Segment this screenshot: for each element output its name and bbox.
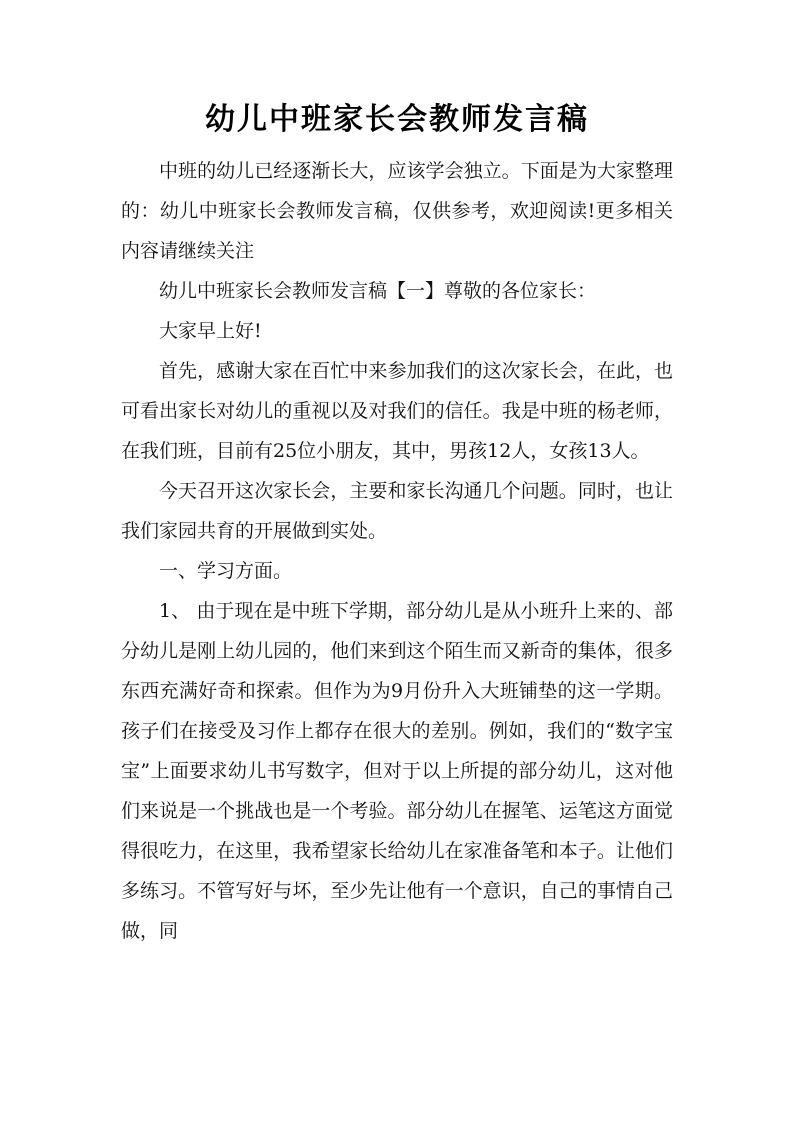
document-body [121,151,673,951]
purpose-paragraph: 今天召开这次家长会，主要和家长沟通几个问题。同时，也让我们家园共育的开展做到实处。 [121,480,673,542]
speech-heading-paragraph: 幼儿中班家长会教师发言稿【一】尊敬的各位家长： [159,280,597,302]
introduction-paragraph: 首先，感谢大家在百忙中来参加我们的这次家长会，在此，也可看出家长对幼儿的重视以及对我们的信任。我是中班的杨老师，在我们班，目前有25位小朋友，其中，男孩12人，女孩13人。 [121,360,673,462]
intro-paragraph: 中班的幼儿已经逐渐长大，应该学会独立。下面是为大家整理的：幼儿中班家长会教师发言稿，仅供参考，欢迎阅读!更多相关内容请继续关注 [121,160,673,262]
greeting-paragraph: 大家早上好! [159,320,262,342]
document-title: 幼儿中班家长会教师发言稿 [205,102,589,137]
study-paragraph: 1、 由于现在是中班下学期，部分幼儿是从小班升上来的、部分幼儿是刚上幼儿园的，他们来到这个陌生而又新奇的集体，很多东西充满好奇和探索。但作为为9月份升入大班铺垫的这一学期。孩子们在接受及习作上都存在很大的差别。例如，我们的“数字宝宝”上面要求幼儿书写数字，但对于以上所提的部分幼儿，这对他们来说是一个挑战也是一个考验。部分幼儿在握笔、运笔这方面觉得很吃力，在这里，我希望家长给幼儿在家准备笔和本子。让他们多练习。不管写好与坏，至少先让他有一个意识，自己的事情自己做，同 [121,600,673,942]
section-heading-study: 一、学习方面。 [159,560,293,582]
